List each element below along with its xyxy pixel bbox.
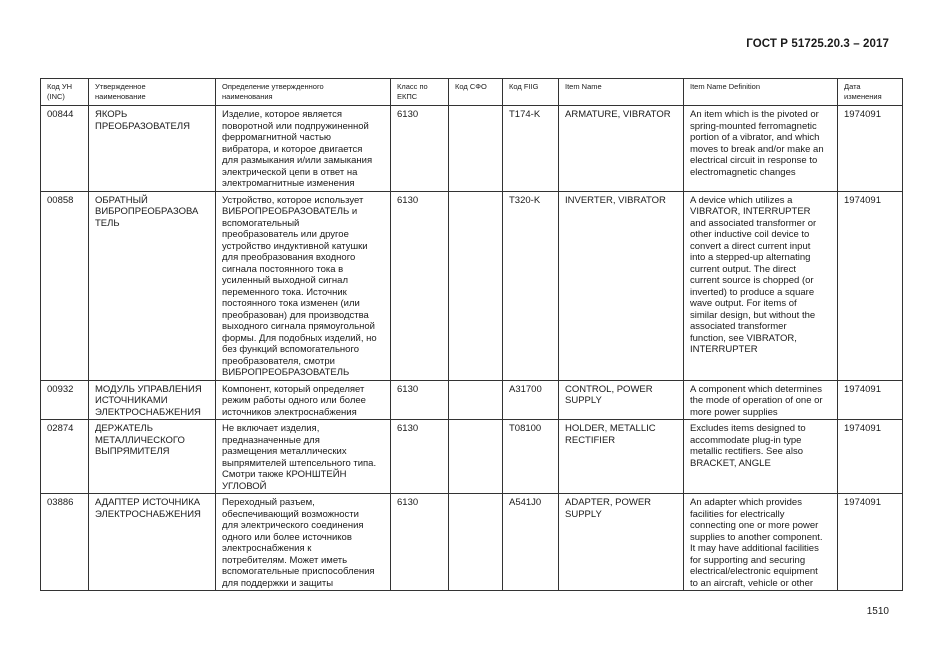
column-header-definition: Определение утвержденного наименования — [216, 79, 391, 106]
table-cell: Изделие, которое является поворотной или подпружиненной ферромагнитной частью вибратора, и которое двигается для размыкания и/или замыкания электрической цепи в ответ на электромагнитные изменения — [216, 106, 391, 192]
table-cell: CONTROL, POWER SUPPLY — [559, 380, 684, 420]
table-cell: A component which determines the mode of operation of one or more power supplies — [684, 380, 838, 420]
column-header-inc: Код УН (INC) — [41, 79, 89, 106]
table-cell: 1974091 — [838, 420, 903, 494]
table-cell — [449, 380, 503, 420]
table-row — [41, 494, 903, 591]
table-cell: 6130 — [391, 106, 449, 192]
table-cell: 1974091 — [838, 191, 903, 380]
table-cell: HOLDER, METALLIC RECTIFIER — [559, 420, 684, 494]
table-cell: 6130 — [391, 380, 449, 420]
table-cell: 00858 — [41, 191, 89, 380]
table-row — [41, 191, 903, 380]
table-cell: 03886 — [41, 494, 89, 591]
table-cell: T08100 — [503, 420, 559, 494]
table-cell: Устройство, которое использует ВИБРОПРЕОБРАЗОВАТЕЛЬ и вспомогательный преобразователь или другое устройство индуктивной катушки для преобразования входного сигнала постоянного тока в усиленный выходной сигнал переменного тока. Источник постоянного тока изменен (или преобразован) для производства выходного сигнала прямоугольной формы. Для подобных изделий, но без функций вспомогательного преобразователя, смотри ВИБРОПРЕОБРАЗОВАТЕЛЬ — [216, 191, 391, 380]
table-cell: 6130 — [391, 191, 449, 380]
table-cell — [449, 191, 503, 380]
table-cell: ДЕРЖАТЕЛЬ МЕТАЛЛИЧЕСКОГО ВЫПРЯМИТЕЛЯ — [89, 420, 216, 494]
table-cell: 00844 — [41, 106, 89, 192]
table-cell: 1974091 — [838, 380, 903, 420]
table-cell: ARMATURE, VIBRATOR — [559, 106, 684, 192]
table-row — [41, 380, 903, 420]
column-header-approved-name: Утвержденное наименование — [89, 79, 216, 106]
table-cell: Не включает изделия, предназначенные для размещения металлических выпрямителей штепсельного типа. Смотри также КРОНШТЕЙН УГЛОВОЙ — [216, 420, 391, 494]
table-cell: T320-K — [503, 191, 559, 380]
table-cell: A device which utilizes a VIBRATOR, INTERRUPTER and associated transformer or other inductive coil device to convert a direct current input into a stepped-up alternating current output. The direct current source is chopped (or inverted) to produce a square wave output. For items of similar design, but without the associated transformer function, see VIBRATOR, INTERRUPTER — [684, 191, 838, 380]
table-cell: ЯКОРЬ ПРЕОБРАЗОВАТЕЛЯ — [89, 106, 216, 192]
table-cell: T174-K — [503, 106, 559, 192]
table-cell: МОДУЛЬ УПРАВЛЕНИЯ ИСТОЧНИКАМИ ЭЛЕКТРОСНАБЖЕНИЯ — [89, 380, 216, 420]
column-header-change-date: Дата изменения — [838, 79, 903, 106]
table-cell — [449, 420, 503, 494]
table-row — [41, 420, 903, 494]
table-cell: ОБРАТНЫЙ ВИБРОПРЕОБРАЗОВА ТЕЛЬ — [89, 191, 216, 380]
table-cell: A31700 — [503, 380, 559, 420]
table-cell: INVERTER, VIBRATOR — [559, 191, 684, 380]
table-cell: Excludes items designed to accommodate plug-in type metallic rectifiers. See also BRACKET, ANGLE — [684, 420, 838, 494]
table-cell: 6130 — [391, 494, 449, 591]
table-header-row — [41, 79, 903, 106]
table-cell: An adapter which provides facilities for electrically connecting one or more power supplies to another component. It may have additional facilities for supporting and securing electrical/electronic equipment to an aircraft, vehicle or other — [684, 494, 838, 591]
table-cell: A541J0 — [503, 494, 559, 591]
table-cell: АДАПТЕР ИСТОЧНИКА ЭЛЕКТРОСНАБЖЕНИЯ — [89, 494, 216, 591]
table-cell: Компонент, который определяет режим работы одного или более источников электроснабжения — [216, 380, 391, 420]
column-header-sfo-code: Код СФО — [449, 79, 503, 106]
table-cell: 6130 — [391, 420, 449, 494]
table-cell: ADAPTER, POWER SUPPLY — [559, 494, 684, 591]
table-cell: 1974091 — [838, 494, 903, 591]
data-table — [40, 78, 903, 591]
table-cell: 00932 — [41, 380, 89, 420]
table-row — [41, 106, 903, 192]
document-header-title: ГОСТ Р 51725.20.3 – 2017 — [746, 38, 889, 50]
column-header-ekps-class: Класс по ЕКПС — [391, 79, 449, 106]
page-number: 1510 — [866, 606, 889, 617]
table-cell: Переходный разъем, обеспечивающий возможности для электрического соединения одного или более источников электроснабжения к потребителям. Может иметь вспомогательные приспособления для поддержки и защиты — [216, 494, 391, 591]
table-cell: 02874 — [41, 420, 89, 494]
table-cell: 1974091 — [838, 106, 903, 192]
column-header-item-name: Item Name — [559, 79, 684, 106]
table-cell — [449, 494, 503, 591]
column-header-fiig-code: Код FIIG — [503, 79, 559, 106]
table-cell — [449, 106, 503, 192]
table-cell: An item which is the pivoted or spring-mounted ferromagnetic portion of a vibrator, and which moves to break and/or make an electrical circuit in response to electromagnetic changes — [684, 106, 838, 192]
column-header-item-name-definition: Item Name Definition — [684, 79, 838, 106]
